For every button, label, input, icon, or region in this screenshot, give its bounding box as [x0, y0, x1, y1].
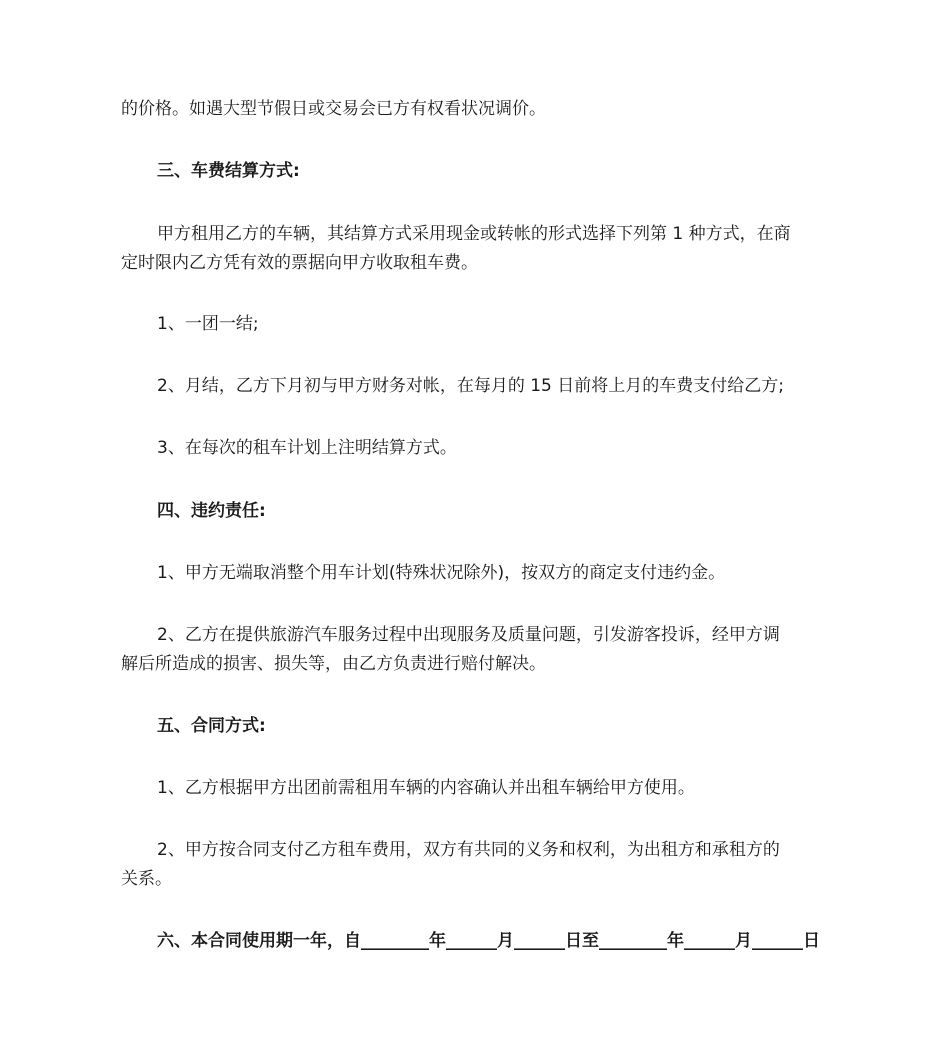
list-item-settlement-1: 1、一团一结; [157, 314, 259, 334]
paragraph-settlement-line-1: 甲方租用乙方的车辆，其结算方式采用现金或转帐的形式选择下列第 1 种方式，在商 [157, 224, 791, 244]
list-item-breach-2-line-2: 解后所造成的损害、损失等，由乙方负责进行赔付解决。 [121, 654, 546, 674]
list-item-settlement-3: 3、在每次的租车计划上注明结算方式。 [157, 438, 457, 458]
list-item-breach-1: 1、甲方无端取消整个用车计划(特殊状况除外)，按双方的商定支付违约金。 [157, 563, 726, 583]
section-heading-settlement: 三、车费结算方式: [157, 161, 300, 181]
list-item-contract-1: 1、乙方根据甲方出团前需租用车辆的内容确认并出租车辆给甲方使用。 [157, 778, 695, 798]
paragraph-price-tail: 的价格。如遇大型节假日或交易会已方有权看状况调价。 [121, 99, 546, 119]
section-heading-breach: 四、违约责任: [157, 501, 266, 521]
list-item-contract-2-line-2: 关系。 [121, 869, 172, 889]
list-item-breach-2-line-1: 2、乙方在提供旅游汽车服务过程中出现服务及质量问题，引发游客投诉，经甲方调 [157, 625, 780, 645]
paragraph-settlement-line-2: 定时限内乙方凭有效的票据向甲方收取租车费。 [121, 253, 478, 273]
list-item-contract-2-line-1: 2、甲方按合同支付乙方租车费用，双方有共同的义务和权利，为出租方和承租方的 [157, 840, 780, 860]
list-item-settlement-2: 2、月结，乙方下月初与甲方财务对帐，在每月的 15 日前将上月的车费支付给乙方; [157, 376, 784, 396]
section-heading-term: 六、本合同使用期一年，自________年______月______日至________年______月______日 [157, 931, 820, 951]
section-heading-contract: 五、合同方式: [157, 716, 266, 736]
